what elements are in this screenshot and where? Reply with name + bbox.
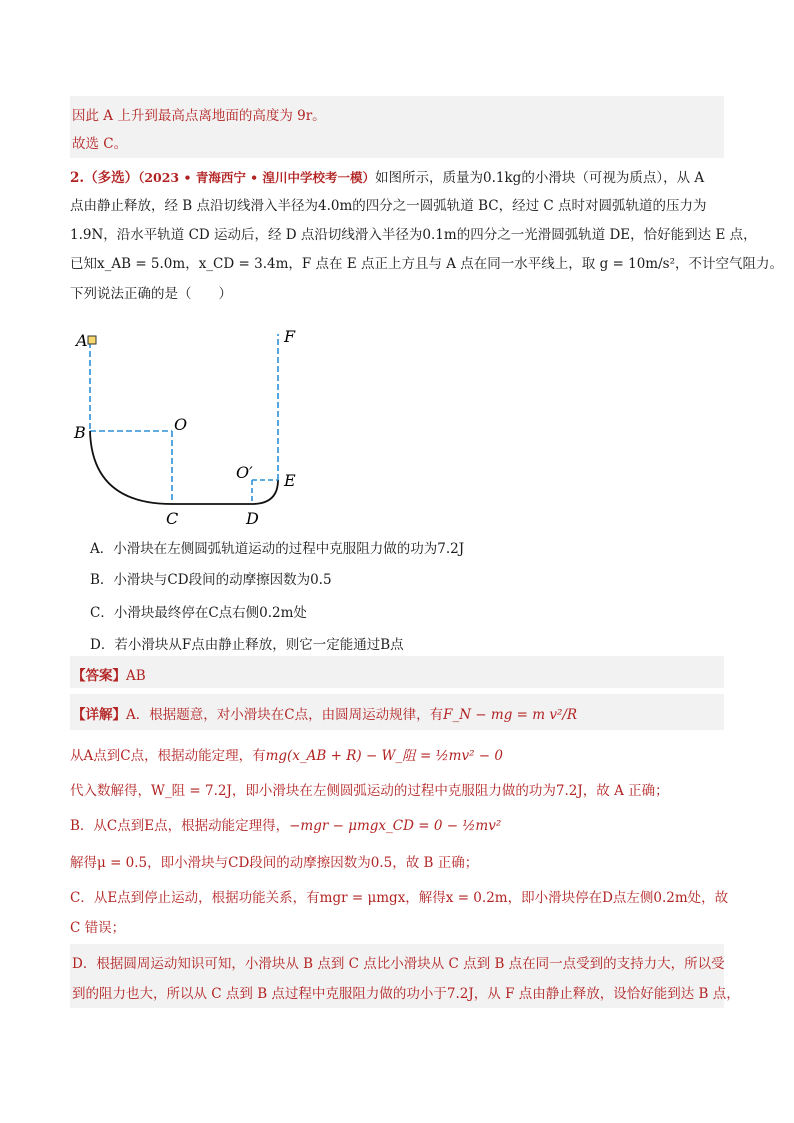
track-diagram (70, 326, 310, 526)
previous-choice: 故选 C。 (72, 136, 128, 152)
arc-bc (90, 431, 172, 504)
detail-b-formula: −mgr − μmgx_CD = 0 − ½mv² (289, 818, 502, 834)
detail-line-9: 到的阻力也大，所以从 C 点到 B 点过程中克服阻力做的功小于7.2J，从 F 点由静止释放，设恰好能到达 B 点， (72, 986, 740, 1002)
label-e: E (284, 471, 296, 490)
label-f: F (284, 327, 296, 346)
detail-label: 【详解】 (72, 707, 126, 723)
detail-energy-formula: mg(x_AB + R) − W_阻 = ½mv² − 0 (265, 748, 503, 764)
detail-a-text: A．根据题意，对小滑块在C点，由圆周运动规律，有 (126, 707, 444, 723)
question-line-4: 已知x_AB = 5.0m，x_CD = 3.4m，F 点在 E 点正上方且与 A 点在同一水平线上，取 g = 10m/s²，不计空气阻力。 (70, 256, 784, 272)
question-number: 2. (70, 170, 85, 186)
label-d: D (246, 509, 259, 526)
question-line-3: 1.9N，沿水平轨道 CD 运动后，经 D 点沿切线滑入半径为0.1m的四分之一光滑圆弧轨道 DE，恰好能到达 E 点， (70, 227, 757, 243)
label-o: O (174, 415, 188, 434)
question-tag: （多选） (84, 170, 139, 186)
detail-line-1 (72, 703, 577, 723)
previous-answer-block (70, 96, 724, 158)
answer-value: AB (126, 668, 146, 684)
answer-label: 【答案】 (72, 668, 126, 684)
detail-header-block (70, 694, 724, 730)
answer-block (70, 656, 724, 688)
option-a: A．小滑块在左侧圆弧轨道运动的过程中克服阻力做的功为7.2J (90, 541, 465, 557)
option-b: B．小滑块与CD段间的动摩擦因数为0.5 (90, 572, 332, 588)
detail-d-block (70, 944, 740, 1008)
detail-line-4: B．从C点到E点，根据动能定理得，−mgr − μmgx_CD = 0 − ½mv² (70, 818, 502, 834)
detail-line-7: C 错误； (70, 920, 126, 936)
answer-line (72, 664, 146, 684)
label-a: A (76, 331, 88, 350)
detail-line-6: C．从E点到停止运动，根据功能关系，有mgr = μmgx，解得x = 0.2m，即小滑块停在D点左侧0.2m处，故 (70, 890, 729, 906)
question-block (70, 166, 784, 306)
arc-de (252, 480, 278, 504)
label-oprime: O′ (236, 463, 253, 482)
label-b: B (74, 423, 86, 442)
detail-a-formula: F_N − mg = m v²/R (443, 707, 578, 723)
detail-line-2: 从A点到C点，根据动能定理，有mg(x_AB + R) − W_阻 = ½mv² − 0 (70, 748, 503, 764)
slider-block (88, 336, 96, 344)
detail-body (70, 736, 729, 936)
label-c: C (166, 509, 179, 526)
option-c: C．小滑块最终停在C点右侧0.2m处 (90, 605, 307, 621)
detail-line-8: D．根据圆周运动知识可知，小滑块从 B 点到 C 点比小滑块从 C 点到 B 点在同一点受到的支持力大，所以受 (72, 956, 725, 972)
question-source: （2023 • 青海西宁 • 湟川中学校考一模） (138, 170, 376, 185)
option-d: D．若小滑块从F点由静止释放，则它一定能通过B点 (90, 637, 404, 653)
question-line-2: 点由静止释放，经 B 点沿切线滑入半径为4.0m的四分之一圆弧轨道 BC，经过 C 点时对圆弧轨道的压力为 (70, 198, 707, 214)
question-text-1: 如图所示，质量为0.1kg的小滑块（可视为质点），从 A (375, 170, 705, 186)
previous-conclusion: 因此 A 上升到最高点离地面的高度为 9r。 (72, 108, 326, 124)
detail-line-5: 解得μ = 0.5，即小滑块与CD段间的动摩擦因数为0.5，故 B 正确； (70, 855, 479, 871)
question-line-1 (70, 166, 704, 186)
detail-line-3: 代入数解得，W_阻 = 7.2J，即小滑块在左侧圆弧运动的过程中克服阻力做的功为7.2J，故 A 正确； (70, 783, 669, 799)
question-line-5: 下列说法正确的是（ ） (70, 286, 232, 302)
